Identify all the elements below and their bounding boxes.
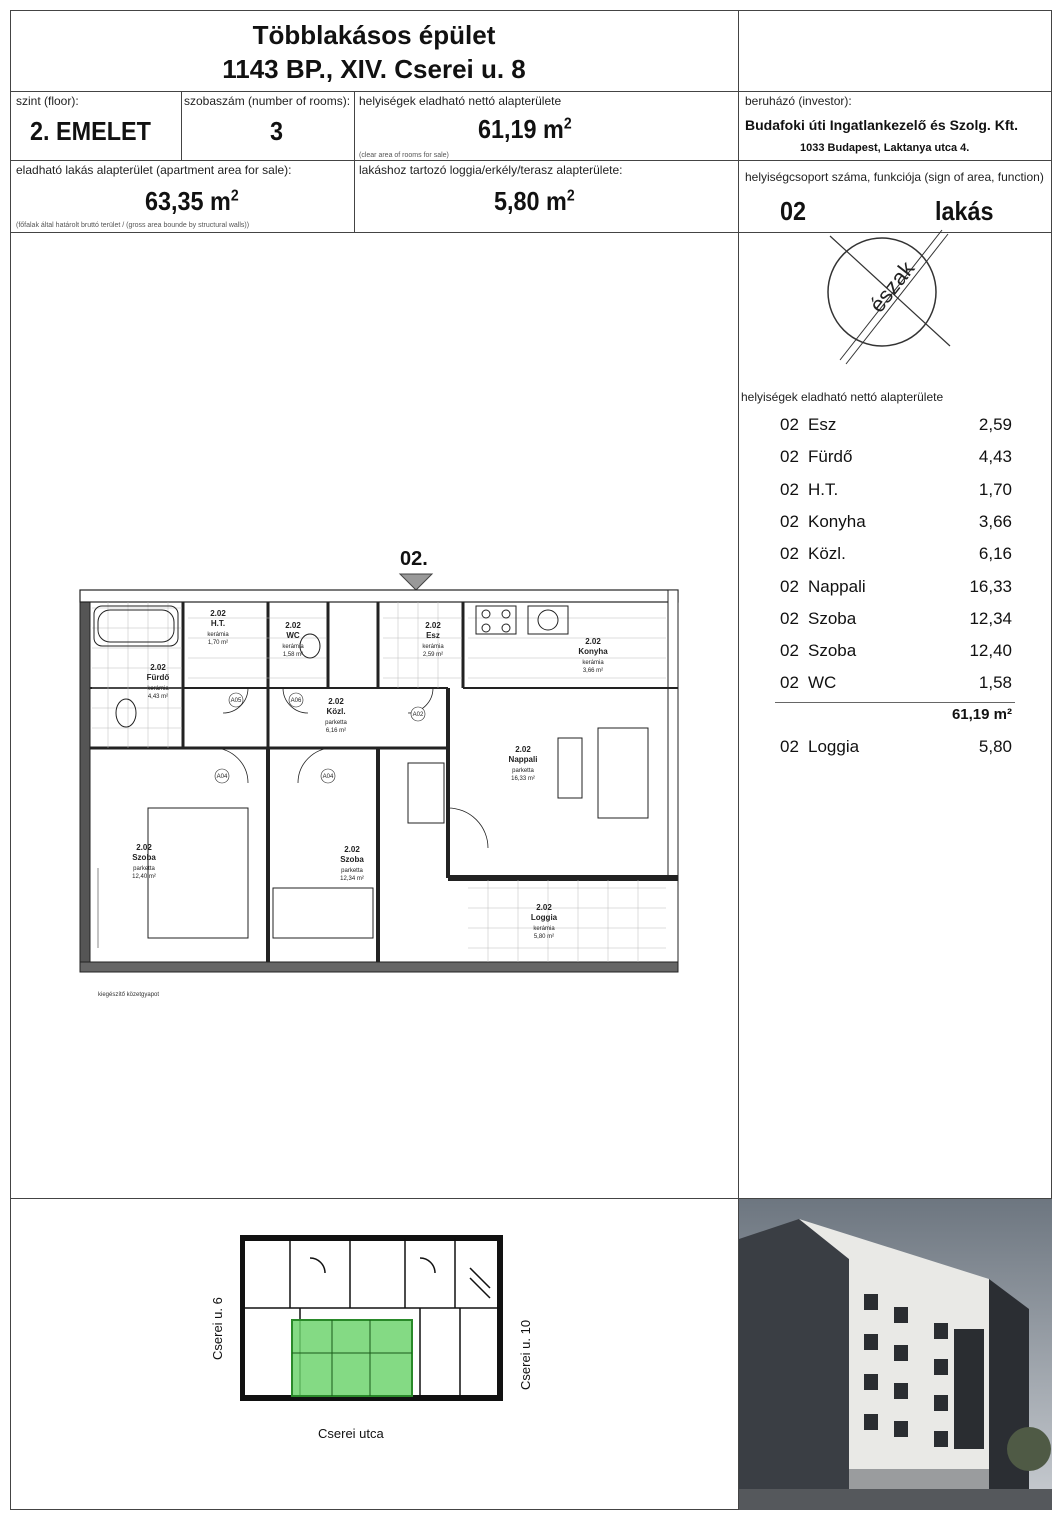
room-code: 02 <box>780 415 799 434</box>
room-row <box>780 673 1012 693</box>
north-arrow-icon <box>810 220 960 370</box>
net-area-label: helyiségek eladható nettó alapterülete <box>359 94 562 108</box>
svg-text:A05: A05 <box>230 698 242 704</box>
site-plan <box>240 1228 510 1408</box>
svg-text:Szoba: Szoba <box>340 855 364 864</box>
investor-name: Budafoki úti Ingatlankezelő és Szolg. Kft. <box>745 117 1019 133</box>
svg-text:2.02: 2.02 <box>515 745 531 754</box>
room-row <box>780 609 1012 629</box>
street-label-left: Cserei u. 6 <box>210 1297 225 1360</box>
apt-area-note: (főfalak által határolt bruttó terület / (gross area bounde by structural walls)) <box>16 222 250 229</box>
room-name: Esz <box>808 415 837 434</box>
building-rendering <box>739 1199 1052 1510</box>
rooms-table-heading: helyiségek eladható nettó alapterülete <box>741 390 944 404</box>
svg-text:H.T.: H.T. <box>210 619 226 628</box>
svg-text:3,66 m²: 3,66 m² <box>582 668 604 674</box>
svg-text:2,59 m²: 2,59 m² <box>422 652 444 658</box>
svg-text:6,16 m²: 6,16 m² <box>325 728 347 734</box>
room-row <box>780 447 1012 467</box>
room-code: 02 <box>780 673 799 693</box>
svg-text:A06: A06 <box>290 698 302 704</box>
table-divider <box>775 702 1015 703</box>
info-divider <box>10 160 1052 161</box>
svg-text:5,80 m²: 5,80 m² <box>533 934 555 940</box>
net-area-note: (clear area of rooms for sale) <box>359 152 449 159</box>
room-name: Szoba <box>808 641 857 661</box>
apt-area-value: 63,35 $m^2$ <box>145 186 239 216</box>
apartment-marker: 02. <box>400 548 428 570</box>
header-divider <box>10 91 1052 92</box>
compass-label: észak <box>864 256 920 318</box>
building-title: Többlakásos épület <box>252 20 496 50</box>
svg-text:parketta: parketta <box>341 868 363 874</box>
room-area: 2,59 <box>978 415 1012 434</box>
svg-text:2.02: 2.02 <box>210 609 226 618</box>
room-name: Konyha <box>808 511 866 531</box>
group-function: lakás <box>935 196 994 226</box>
svg-text:parketta: parketta <box>133 866 155 872</box>
svg-text:kerámia: kerámia <box>533 926 555 932</box>
room-area: 12,40 <box>969 641 1012 661</box>
group-number: 02 <box>780 196 807 226</box>
room-label-kozl <box>325 697 347 734</box>
svg-text:Nappali: Nappali <box>508 755 538 764</box>
svg-text:kerámia: kerámia <box>582 660 604 666</box>
svg-text:kerámia: kerámia <box>422 644 444 650</box>
room-row <box>780 512 1012 532</box>
svg-text:2.02: 2.02 <box>285 621 301 630</box>
svg-text:Esz: Esz <box>426 631 440 640</box>
svg-text:A02: A02 <box>412 712 424 718</box>
room-code: 02 <box>780 576 799 596</box>
rooms-value: 3 <box>270 116 284 146</box>
floor-value: 2. EMELET <box>30 116 151 146</box>
svg-text:2.02: 2.02 <box>328 697 344 706</box>
group-label: helyiségcsoport száma, funkciója (sign of area, function) <box>745 170 1044 184</box>
svg-text:2.02: 2.02 <box>585 637 601 646</box>
svg-text:12,40 m²: 12,40 m² <box>132 874 156 880</box>
room-name: Szoba <box>808 608 857 628</box>
floor-label: szint (floor): <box>16 94 79 108</box>
room-area: 6,16 <box>978 544 1012 564</box>
room-name: H.T. <box>808 479 839 499</box>
room-code: 02 <box>780 641 799 661</box>
street-label-right: Cserei u. 10 <box>518 1319 533 1390</box>
rooms-total: 61,19 m² <box>951 706 1012 723</box>
svg-text:Loggia: Loggia <box>530 913 558 922</box>
room-row <box>780 641 1012 661</box>
door-tags <box>215 693 425 783</box>
room-name: Nappali <box>808 576 866 596</box>
svg-text:2.02: 2.02 <box>536 903 552 912</box>
building-address: 1143 BP., XIV. Cserei u. 8 <box>222 54 526 84</box>
room-code: 02 <box>780 608 799 628</box>
floor-plan <box>78 588 683 978</box>
room-row <box>780 544 1012 564</box>
cell-divider <box>354 91 355 233</box>
apt-area-label: eladható lakás alapterület (apartment area for sale): <box>16 163 292 177</box>
svg-text:kerámia: kerámia <box>147 686 169 692</box>
loggia-value: 5,80 $m^2$ <box>494 186 575 216</box>
svg-text:kerámia: kerámia <box>207 632 229 638</box>
room-row <box>780 577 1012 597</box>
svg-text:Közl.: Közl. <box>326 707 346 716</box>
room-label-nappali <box>509 745 538 782</box>
svg-text:WC: WC <box>286 631 300 640</box>
investor-label: beruházó (investor): <box>745 94 852 108</box>
apartment-highlight <box>292 1320 412 1396</box>
room-name: WC <box>808 673 837 693</box>
room-label-furdo <box>147 663 170 700</box>
loggia-row: 02 Loggia 5,80 <box>780 737 1012 756</box>
room-label-konyha <box>578 637 608 674</box>
room-area: 1,58 <box>978 673 1012 693</box>
room-name: Közl. <box>808 544 846 564</box>
room-area: 4,43 <box>978 447 1012 467</box>
svg-text:2.02: 2.02 <box>344 845 360 854</box>
room-area: 16,33 <box>969 576 1012 596</box>
investor-address: 1033 Budapest, Laktanya utca 4. <box>800 142 970 154</box>
rooms-label: szobaszám (number of rooms): <box>184 94 351 108</box>
room-label-loggia <box>531 903 558 940</box>
svg-text:4,43 m²: 4,43 m² <box>147 694 169 700</box>
plan-footnote: kiegészítő közetgyapot <box>98 992 160 998</box>
loggia-label: lakáshoz tartozó loggia/erkély/terasz alapterülete: <box>359 163 623 177</box>
svg-text:Konyha: Konyha <box>578 647 608 656</box>
svg-text:parketta: parketta <box>325 720 347 726</box>
room-row <box>780 415 1012 435</box>
svg-text:2.02: 2.02 <box>136 843 152 852</box>
room-area: 12,34 <box>969 608 1012 628</box>
svg-text:1,70 m²: 1,70 m² <box>207 640 229 646</box>
room-label-szoba-1 <box>132 843 156 880</box>
room-label-szoba-2 <box>340 845 364 882</box>
street-label-bottom: Cserei utca <box>318 1426 384 1441</box>
cell-divider <box>181 91 182 161</box>
svg-text:A04: A04 <box>216 774 228 780</box>
svg-text:Fürdő: Fürdő <box>146 673 170 682</box>
svg-text:16,33 m²: 16,33 m² <box>511 776 535 782</box>
room-code: 02 <box>780 544 799 564</box>
room-code: 02 <box>780 479 799 499</box>
svg-text:A04: A04 <box>322 774 334 780</box>
svg-text:parketta: parketta <box>512 768 534 774</box>
room-code: 02 <box>780 447 799 467</box>
svg-text:1,58 m²: 1,58 m² <box>282 652 304 658</box>
room-area: 1,70 <box>978 479 1012 499</box>
room-label-ht <box>207 609 229 646</box>
room-area: 3,66 <box>978 511 1012 531</box>
svg-text:Szoba: Szoba <box>132 853 156 862</box>
svg-text:kerámia: kerámia <box>282 644 304 650</box>
room-label-esz <box>422 621 444 658</box>
net-area-value: 61,19 $m^2$ <box>478 114 572 144</box>
room-row <box>780 480 1012 500</box>
svg-text:2.02: 2.02 <box>425 621 441 630</box>
room-name: Fürdő <box>808 447 853 467</box>
svg-text:2.02: 2.02 <box>150 663 166 672</box>
svg-text:12,34 m²: 12,34 m² <box>340 876 364 882</box>
room-code: 02 <box>780 511 799 531</box>
